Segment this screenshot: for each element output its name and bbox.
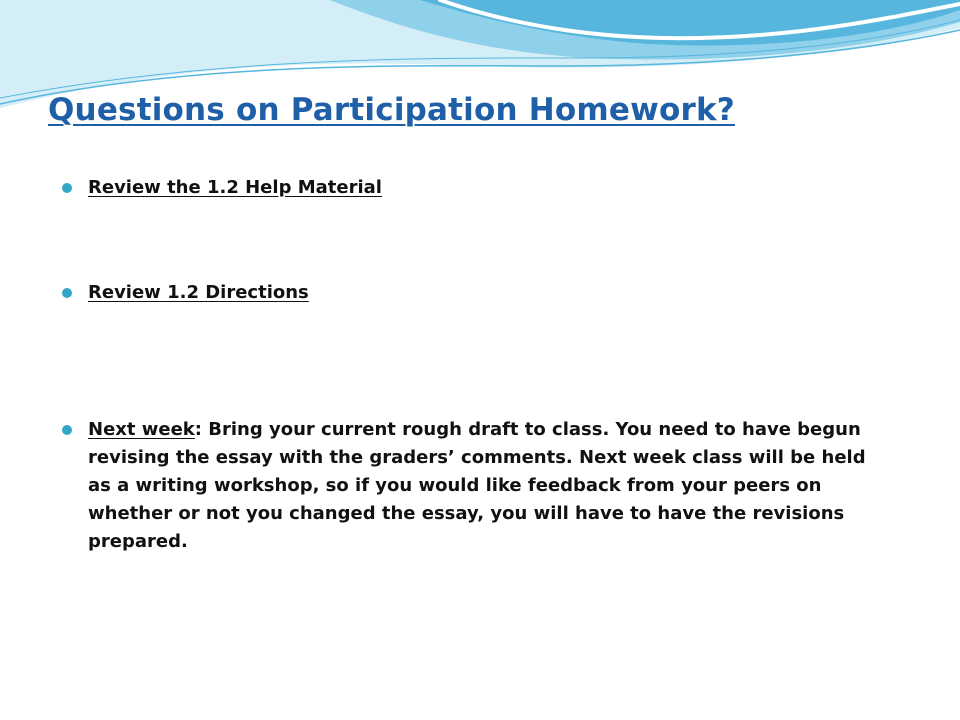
list-item [88,174,382,202]
item-label: Review the 1.2 Help Material [88,177,382,198]
list-item [88,279,309,307]
item-label: Next week [88,419,195,440]
bullet-dot-icon [62,288,72,298]
item-body-text: : Bring your current rough draft to class. You need to have begun revising the essay with the graders’ comments. Next week class will be held as a writing workshop, so if you would like feedback from your peers on whether or not you changed the essay, you will have to have the revisions prepared. [88,419,866,552]
list-item [88,416,888,556]
bullet-dot-icon [62,425,72,435]
bullet-dot-icon [62,183,72,193]
slide-title: Questions on Participation Homework? [48,92,735,128]
item-label: Review 1.2 Directions [88,282,309,303]
